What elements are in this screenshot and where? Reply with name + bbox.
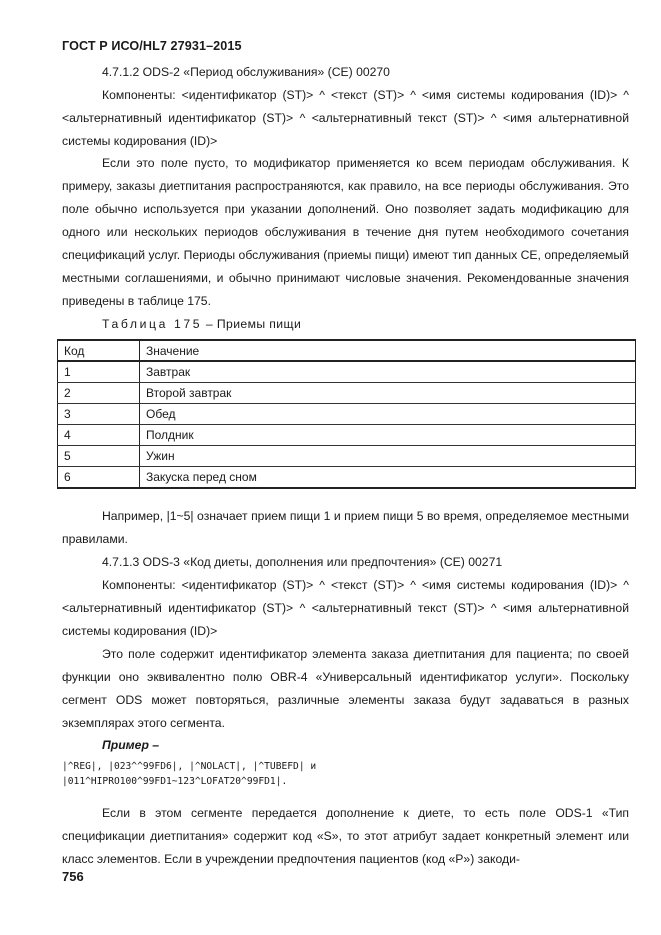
- paragraph-ods3-tail: Если в этом сегменте передается дополнение к диете, то есть поле ODS-1 «Тип спецификации диетпитания» содержит код «S», то этот атрибут задает конкретный элемент или класс элементов. Если в учреждении предпочтения пациентов (код «P») закоди-: [62, 806, 629, 866]
- section-heading-ods3: 4.7.1.3 ODS-3 «Код диеты, дополнения или предпочтения» (CE) 00271: [102, 555, 503, 569]
- page-number: 756: [62, 869, 84, 884]
- cell-value: Второй завтрак: [140, 383, 636, 404]
- section-heading-ods2: 4.7.1.2 ODS-2 «Период обслуживания» (CE) 00270: [102, 65, 390, 79]
- cell-code: 3: [58, 404, 140, 425]
- column-header-value: Значение: [140, 340, 636, 361]
- example-code-line-1: |^REG|, |023^^99FD6|, |^NOLACT|, |^TUBEFD| и: [62, 761, 317, 772]
- example-label: Пример –: [102, 738, 160, 752]
- cell-value: Завтрак: [140, 361, 636, 383]
- table-row: [58, 446, 636, 467]
- table-caption-label: Таблица 175: [102, 317, 203, 331]
- cell-value: Полдник: [140, 425, 636, 446]
- table-row: [58, 361, 636, 383]
- cell-code: 4: [58, 425, 140, 446]
- example-code-line-2: |011^HIPRO100^99FD1~123^LOFAT20^99FD1|.: [62, 776, 288, 787]
- meals-table: [57, 339, 636, 489]
- document-header: ГОСТ Р ИСО/HL7 27931–2015: [62, 39, 242, 53]
- paragraph-ods2-components: Компоненты: <идентификатор (ST)> ^ <текст (ST)> ^ <имя системы кодирования (ID)> ^ <альтернативный идентификатор (ST)> ^ <альтернативный текст (ST)> ^ <имя альтернативной системы кодирования (ID)>: [62, 88, 629, 148]
- cell-code: 6: [58, 467, 140, 489]
- table-header-row: [58, 340, 636, 361]
- table-row: [58, 404, 636, 425]
- column-header-code: Код: [58, 340, 140, 361]
- table-caption-title: – Приемы пищи: [202, 317, 302, 331]
- cell-value: Ужин: [140, 446, 636, 467]
- cell-code: 2: [58, 383, 140, 404]
- paragraph-ods2-description: Если это поле пусто, то модификатор применяется ко всем периодам обслуживания. К примеру, заказы диетпитания распространяются, как правило, на все периоды обслуживания. Это поле обычно используется при указании дополнений. Оно позволяет задать модификацию для одного или нескольких периодов обслуживания в течение дня путем необходимого сочетания спецификаций услуг. Периоды обслуживания (приемы пищи) имеют тип данных CE, определяемый местными соглашениями, и обычно принимают числовые значения. Рекомендованные значения приведены в таблице 175.: [62, 156, 629, 308]
- table-row: [58, 383, 636, 404]
- cell-code: 1: [58, 361, 140, 383]
- paragraph-ods3-components: Компоненты: <идентификатор (ST)> ^ <текст (ST)> ^ <имя системы кодирования (ID)> ^ <альтернативный идентификатор (ST)> ^ <альтернативный текст (ST)> ^ <имя альтернативной системы кодирования (ID)>: [62, 578, 629, 638]
- table-row: [58, 467, 636, 489]
- table-caption: [102, 314, 301, 334]
- table-row: [58, 425, 636, 446]
- paragraph-table-note: Например, |1~5| означает прием пищи 1 и прием пищи 5 во время, определяемое местными правилами.: [62, 509, 629, 546]
- cell-code: 5: [58, 446, 140, 467]
- cell-value: Обед: [140, 404, 636, 425]
- paragraph-ods3-description: Это поле содержит идентификатор элемента заказа диетпитания для пациента; по своей функции оно эквивалентно полю OBR-4 «Универсальный идентификатор услуги». Поскольку сегмент ODS может повторяться, различные элементы заказа будут задаваться в разных экземплярах этого сегмента.: [62, 647, 629, 730]
- cell-value: Закуска перед сном: [140, 467, 636, 489]
